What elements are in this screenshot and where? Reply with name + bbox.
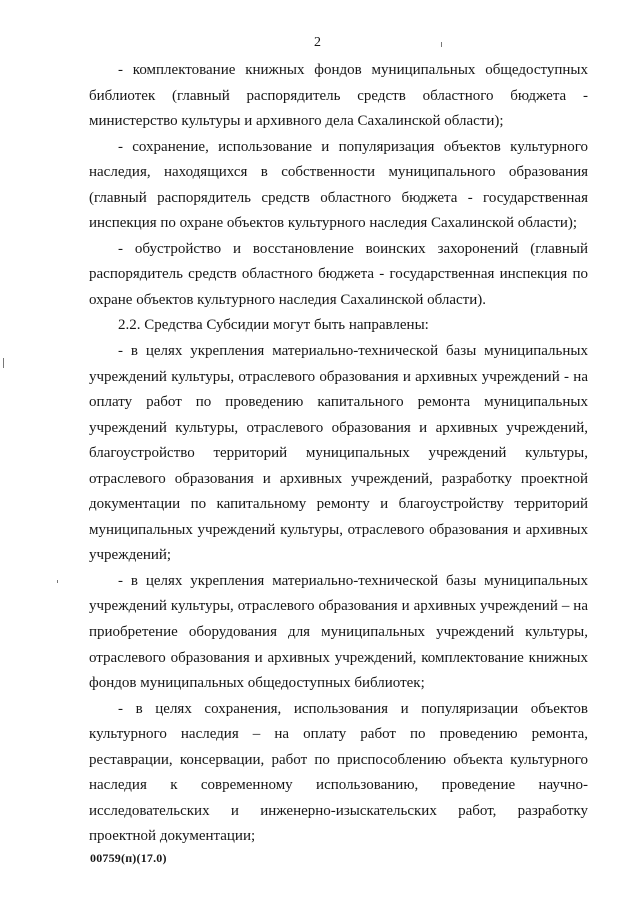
scan-speck: [441, 42, 442, 47]
paragraph-heritage-restoration: - в целях сохранения, использования и популяризации объектов культурного наследия – на оплату работ по проведению ремонта, реставрации, консервации, работ по приспособлению объекта культурного наследия к современному использованию, проведение научно-исследовательских и инженерно-изыскательских работ, разработку проектной документации;: [89, 700, 588, 845]
document-body: [89, 58, 588, 850]
scan-speck: [57, 580, 58, 583]
paragraph-book-collections: - комплектование книжных фондов муниципальных общедоступных библиотек (главный распорядитель средств областного бюджета - министерство культуры и архивного дела Сахалинской области);: [89, 62, 588, 130]
paragraph-section-2-2: 2.2. Средства Субсидии могут быть направлены:: [118, 317, 429, 334]
paragraph-equipment-purchase: - в целях укрепления материально-технической базы муниципальных учреждений культуры, отраслевого образования и архивных учреждений – на приобретение оборудования для муниципальных учреждений культуры, отраслевого образования и архивных учреждений, комплектование книжных фондов муниципальных общедоступных библиотек;: [89, 572, 588, 692]
paragraph-capital-repair: - в целях укрепления материально-технической базы муниципальных учреждений культуры, отраслевого образования и архивных учреждений - на оплату работ по проведению капитального ремонта муниципальных учреждений культуры, отраслевого образования и архивных учреждений, благоустройство территорий муниципальных учреждений культуры, отраслевого образования и архивных учреждений, разработку проектной документации по капитальному ремонту и благоустройству территорий муниципальных учреждений культуры, отраслевого образования и архивных учреждений;: [89, 343, 588, 564]
document-code: 00759(п)(17.0): [90, 851, 167, 865]
scan-speck: [3, 358, 4, 368]
paragraph-military-burials: - обустройство и восстановление воинских захоронений (главный распорядитель средств областного бюджета - государственная инспекция по охране объектов культурного наследия Сахалинской области).: [89, 240, 588, 308]
page-number: 2: [314, 35, 321, 50]
paragraph-heritage-preservation: - сохранение, использование и популяризация объектов культурного наследия, находящихся в собственности муниципального образования (главный распорядитель средств областного бюджета - государственная инспекция по охране объектов культурного наследия Сахалинской области);: [89, 138, 588, 232]
